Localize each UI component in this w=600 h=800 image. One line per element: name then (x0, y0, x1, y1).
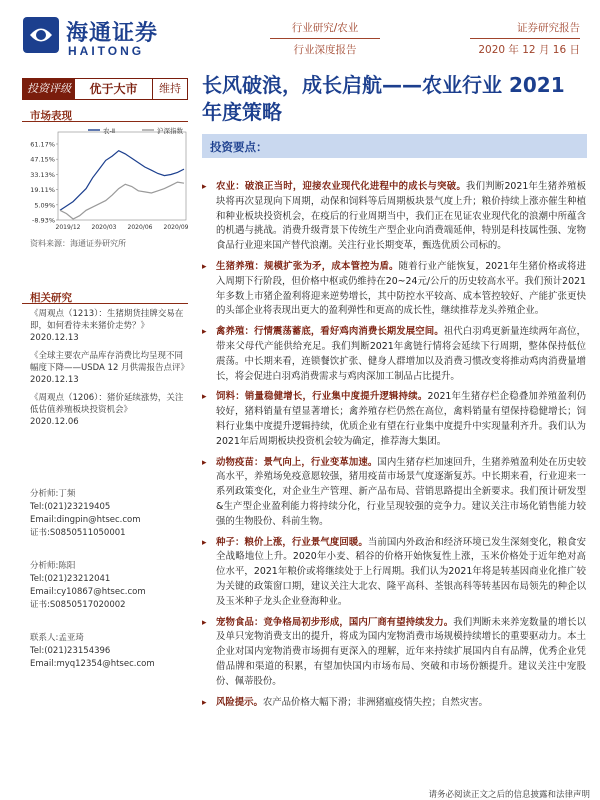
rating-label: 投资评级 (23, 79, 75, 99)
chart-y-tick-label: 5.09% (34, 201, 55, 210)
analyst-tel: Tel:(021)23219405 (30, 502, 111, 512)
chart-legend-label: 农-Ⅱ (103, 127, 116, 135)
key-point (206, 536, 586, 610)
chart-y-tick-label: 47.15% (30, 155, 55, 164)
key-point (206, 180, 586, 254)
key-point-lead: 禽养殖：行情震荡蓄底，看好鸡肉消费长期发展空间。 (216, 326, 444, 338)
key-point-body: 祖代白羽鸡更新量连续两年高位，带来父母代产能供给充足。我们判断2021年禽链行情将会延续下行周期，整体保持低位震荡。中长期来看，连锁餐饮扩张、健身人群增加以及消费习惯改变将推动鸡肉消费量增长，将会促进白羽鸡消费需求与鸡肉深加工制品占比提升。 (216, 326, 586, 382)
analyst-list (30, 488, 190, 691)
key-point-body: 随着行业产能恢复，2021年生猪价格或将进入周期下行阶段，但价格中枢或仍维持在20~24元/公斤的历史较高水平。我们预计2021年多数上市猪企盈利将迎来逆势增长，其中防控水平较高、成本管控较好、产能扩张更快的头部企业将表现出更大的盈利弹性和更高的成长性，继续推荐龙头养殖企业。 (216, 260, 586, 317)
key-points-label: 投资要点： (210, 140, 268, 154)
key-point-body: 我们判断2021年生猪养殖板块将再次显现向下周期，动保和饲料等后周期板块景气度上升；粮价持续上涨亦催生种植和种业板块投资机会，在疫后的行业周期当中，我们正在见证农业现代化的浪潮中所蕴含的机遇与挑战。消费升级背景下传统生产型企业向消费端延伸，特别是科技属性强、宠物食品行业迎来国产替代浪潮。关注行业长期变革，甄选优质公司标的。 (216, 181, 586, 252)
key-point-body: 2021年生猪存栏企稳叠加养殖盈利仍较好，猪料销量有望显著增长；禽养殖存栏仍然在高位，禽料销量有望保持稳健增长；饲料行业集中度提升逻辑持续，优质企业有望在行业集中度提升中实现量利齐升。我们认为2021年后周期板块投资机会较为确定，推荐海大集团。 (216, 391, 586, 447)
related-item-title: 《周观点（1213）：生猪期货挂牌交易在即，如何看待未来猪价走势？》 (30, 309, 184, 331)
chart-series-line (60, 182, 184, 219)
key-point (206, 325, 586, 384)
haitong-logo-icon (22, 16, 60, 54)
key-point-body: 当前国内外政治和经济环境已发生深刻变化，粮食安全战略地位上升。2020年小麦、稻谷的价格开始恢复性上涨，玉米价格处于近年绝对高位水平，2021年粮价或将继续处于上行周期。我们认为2021年将是转基因商业化推广较为关键的政策窗口期，建议关注大北农、隆平高科、荃银高科等转基因布局领先的种企以及玉米种子龙头企业登海种业。 (216, 536, 586, 607)
key-point (206, 696, 586, 711)
analyst-email[interactable]: Email:cy10867@htsec.com (30, 587, 146, 597)
analyst-tel: Tel:(021)23212041 (30, 574, 111, 584)
header-category: 行业研究/农业 (291, 22, 359, 34)
key-point-body: 国内生猪存栏加速回升，生猪养殖盈利处在历史较高水平，养殖场免疫意愿较强，猪用疫苗市场景气度逐渐复苏。中长期来看，行业迎来一系列政策变化，对企业生产管理、新产品布局、营销思路提出全新要求。我们预计研发型&生产型企业盈利能力将持续分化，行业呈现较强的竞争力。建议关注市场化销售能力较强的生物股份、科前生物。 (216, 456, 586, 527)
key-point-body: 农产品价格大幅下滑；非洲猪瘟疫情失控；自然灾害。 (262, 696, 488, 708)
logo-english-text: HAITONG (68, 44, 145, 58)
analyst-card (30, 560, 190, 612)
chart-legend-label: 沪深指数 (157, 127, 183, 135)
analyst-name: 分析师:陈阳 (30, 561, 76, 571)
analyst-cert: 证书:S0850517020002 (30, 600, 126, 610)
chart-y-tick-label: 19.11% (30, 186, 55, 195)
header-divider (470, 38, 580, 39)
rating-action: 维持 (159, 82, 181, 95)
related-item-title: 《全球主要农产品库存消费比均呈现不同幅度下降——USDA 12 月供需报告点评》 (30, 351, 190, 373)
logo-chinese-text: 海通证券 (66, 20, 159, 46)
related-item-title: 《周观点（1206）：猪价延续涨势，关注低估值养殖板块投资机会》 (30, 393, 184, 415)
analyst-cert: 证书:S0850511050001 (30, 528, 126, 538)
analyst-tel: Tel:(021)23154396 (30, 646, 111, 656)
key-point-lead: 动物疫苗：景气向上，行业变革加速。 (216, 456, 378, 468)
chart-x-tick-label: 2019/12 (55, 224, 81, 231)
key-point (206, 390, 586, 449)
related-item[interactable] (30, 350, 190, 386)
key-point-lead: 生猪养殖：规模扩张为矛，成本管控为盾。 (216, 260, 399, 272)
header-date: 2020 年 12 月 16 日 (478, 44, 580, 56)
market-performance-title: 市场表现 (30, 110, 72, 122)
market-performance-chart-svg (22, 124, 190, 238)
key-point-body: 我们判断未来养宠数量的增长以及单只宠物消费支出的提升，将成为国内宠物消费市场规模持续增长的重要驱动力。本土企业对国内宠物消费市场拥有更深入的理解，近年来持续扩展国内自有品牌，优秀企业凭借品牌和渠道的积累，有望加快国内市场布局、突破和市场份额提升。建议关注中宠股份、佩蒂股份。 (216, 616, 586, 687)
key-point-lead: 宠物食品：竞争格局初步形成，国内厂商有望持续发力。 (216, 616, 454, 628)
analyst-name: 联系人:孟亚琦 (30, 633, 84, 643)
related-item-date: 2020.12.06 (30, 417, 79, 427)
analyst-name: 分析师:丁频 (30, 489, 76, 499)
header-divider (270, 38, 380, 39)
analyst-card (30, 488, 190, 540)
chart-y-tick-label: 33.13% (30, 170, 55, 179)
related-title-divider (22, 303, 188, 304)
haitong-logo (22, 14, 162, 60)
related-research-list (30, 308, 190, 434)
header-category-block (270, 20, 380, 58)
analyst-email[interactable]: Email:myq12354@htsec.com (30, 659, 155, 669)
key-point (206, 456, 586, 530)
analyst-card (30, 632, 190, 671)
key-point (206, 616, 586, 690)
related-item[interactable] (30, 308, 190, 344)
key-point (206, 260, 586, 319)
key-points-header (202, 134, 587, 158)
related-research-title: 相关研究 (30, 292, 72, 304)
chart-y-tick-label: -8.93% (32, 216, 55, 225)
related-item-date: 2020.12.13 (30, 375, 79, 385)
market-title-divider (22, 121, 188, 122)
header-series-block (470, 20, 580, 58)
key-point-lead: 风险提示。 (216, 696, 263, 708)
related-item[interactable] (30, 392, 190, 428)
market-performance-chart (22, 124, 190, 238)
disclaimer-footer: 请务必阅读正文之后的信息披露和法律声明 (428, 790, 590, 800)
related-item-date: 2020.12.13 (30, 333, 79, 343)
header-series: 证券研究报告 (517, 22, 580, 34)
rating-value: 优于大市 (75, 79, 153, 99)
chart-y-tick-label: 61.17% (30, 140, 55, 149)
key-point-lead: 种子：粮价上涨，行业景气度回暖。 (216, 536, 368, 548)
chart-series-line (60, 151, 184, 211)
chart-source: 资料来源：海通证券研究所 (30, 239, 126, 248)
chart-x-tick-label: 2020/03 (91, 224, 117, 231)
investment-rating (22, 78, 188, 100)
analyst-email[interactable]: Email:dingpin@htsec.com (30, 515, 141, 525)
key-point-lead: 饲料：销量稳健增长，行业集中度提升逻辑持续。 (216, 391, 428, 403)
chart-x-tick-label: 2020/06 (127, 224, 153, 231)
chart-frame (58, 132, 186, 220)
report-title: 长风破浪，成长启航——农业行业 2021 年度策略 (202, 73, 565, 124)
chart-x-tick-label: 2020/09 (163, 224, 189, 231)
key-points-list (206, 180, 586, 716)
header-report-type: 行业深度报告 (293, 44, 357, 56)
key-point-lead: 农业：破浪正当时，迎接农业现代化进程中的成长与突破。 (216, 181, 466, 192)
